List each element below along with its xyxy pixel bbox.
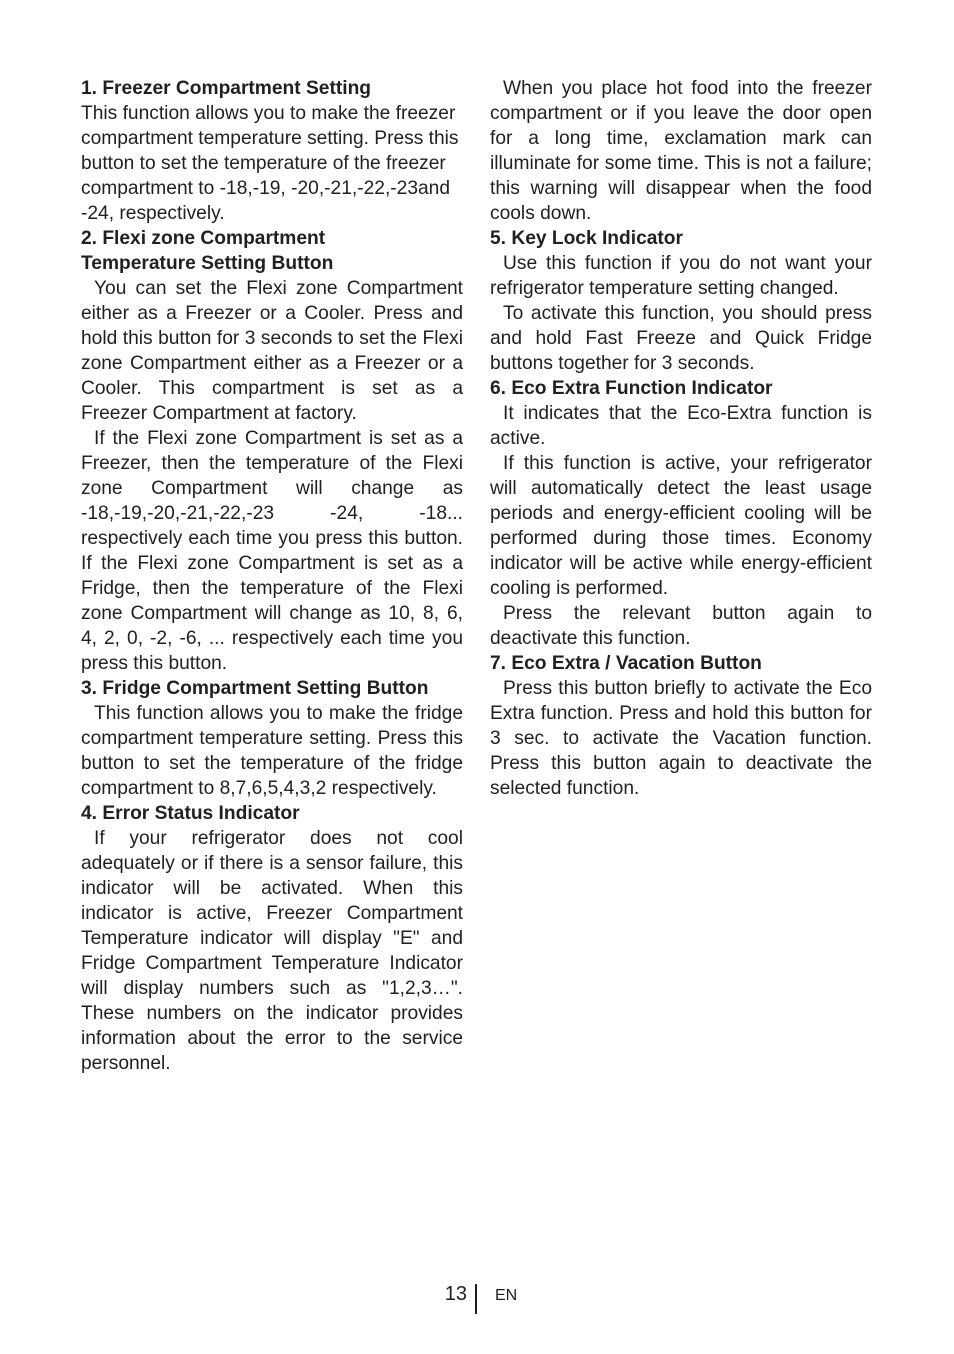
body-paragraph: Press the relevant button again to deactivate this function. bbox=[490, 603, 872, 649]
body-paragraph: This function allows you to make the fridge compartment temperature setting. Press this button to set the temperature of the fridge compartment to 8,7,6,5,4,3,2 respectively. bbox=[81, 703, 463, 799]
section-heading: 4. Error Status Indicator bbox=[81, 803, 300, 824]
body-paragraph: To activate this function, you should press and hold Fast Freeze and Quick Fridge buttons together for 3 seconds. bbox=[490, 303, 872, 374]
footer-divider bbox=[475, 1284, 477, 1314]
body-paragraph: It indicates that the Eco-Extra function is active. bbox=[490, 403, 872, 449]
body-paragraph: Use this function if you do not want your refrigerator temperature setting changed. bbox=[490, 253, 872, 299]
body-paragraph: If this function is active, your refrigerator will automatically detect the least usage periods and energy-efficient cooling will be performed during those times. Economy indicator will be active while energy-efficient cooling is performed. bbox=[490, 453, 872, 599]
body-paragraph: Press this button briefly to activate the Eco Extra function. Press and hold this button for 3 sec. to activate the Vacation function. Press this button again to deactivate the selected function. bbox=[490, 678, 872, 799]
section-heading: 3. Fridge Compartment Setting Button bbox=[81, 678, 429, 699]
language-code: EN bbox=[495, 1287, 518, 1304]
page-footer bbox=[0, 1280, 954, 1314]
left-column bbox=[81, 76, 463, 1076]
heading-line: 2. Flexi zone Compartment bbox=[81, 228, 326, 249]
body-paragraph: This function allows you to make the freezer compartment temperature setting. Press this button to set the temperature of the freezer compartment to -18,-19, -20,-21,-22,-23and -24, respectively. bbox=[81, 103, 459, 224]
body-paragraph: If your refrigerator does not cool adequately or if there is a sensor failure, this indicator will be activated. When this indicator is active, Freezer Compartment Temperature indicator will display "E" and Fridge Compartment Temperature Indicator will display numbers such as "1,2,3…". These numbers on the indicator provides information about the error to the service personnel. bbox=[81, 828, 463, 1074]
section-heading bbox=[81, 226, 463, 276]
body-paragraph: If the Flexi zone Compartment is set as a Freezer, then the temperature of the Flexi zone Compartment will change as -18,-19,-20,-21,-22,-23 -24, -18... respectively each time you press this button. If the Flexi zone Compartment is set as a Fridge, then the temperature of the Flexi zone Compartment will change as 10, 8, 6, 4, 2, 0, -2, -6, ... respectively each time you press this button. bbox=[81, 428, 463, 674]
body-paragraph: When you place hot food into the freezer compartment or if you leave the door open for a long time, exclamation mark can illuminate for some time. This is not a failure; this warning will disappear when the food cools down. bbox=[490, 78, 872, 224]
section-heading: 1. Freezer Compartment Setting bbox=[81, 78, 372, 99]
right-column bbox=[490, 76, 872, 801]
section-heading: 5. Key Lock Indicator bbox=[490, 228, 683, 249]
section-heading: 7. Eco Extra / Vacation Button bbox=[490, 653, 762, 674]
section-heading: 6. Eco Extra Function Indicator bbox=[490, 378, 773, 399]
heading-line: Temperature Setting Button bbox=[81, 253, 334, 274]
body-paragraph: You can set the Flexi zone Compartment either as a Freezer or a Cooler. Press and hold this button for 3 seconds to set the Flexi zone Compartment either as a Freezer or a Cooler. This compartment is set as a Freezer Compartment at factory. bbox=[81, 278, 463, 424]
page-number: 13 bbox=[444, 1283, 467, 1305]
